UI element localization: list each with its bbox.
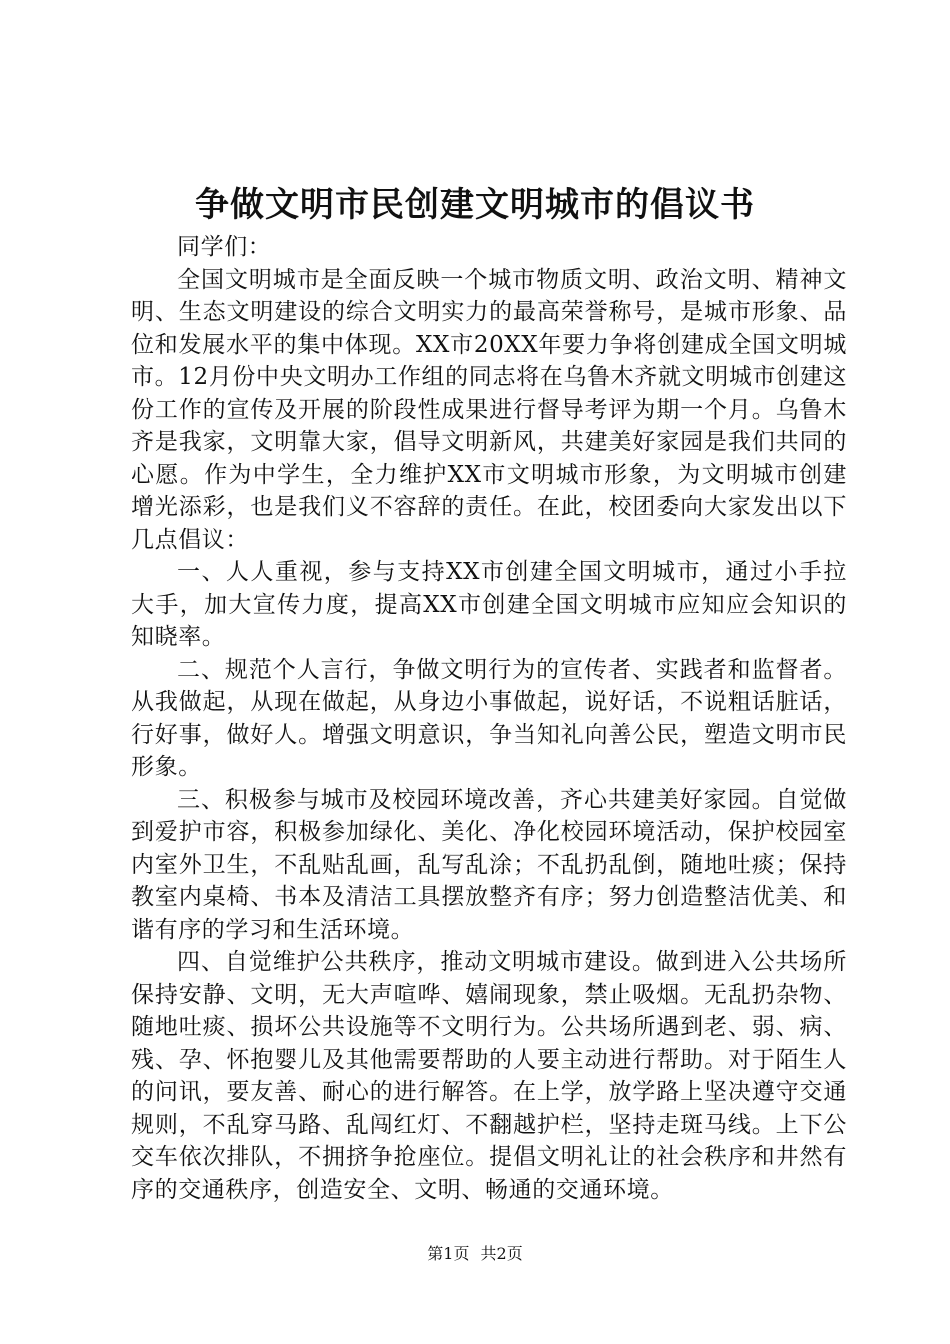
salutation: 同学们：	[177, 234, 272, 260]
proposal-two-paragraph: 二、规范个人言行，争做文明行为的宣传者、实践者和监督者。从我做起，从现在做起，从身边小事做起，说好话，不说粗话脏话，行好事，做好人。增强文明意识，争当知礼向善公民，塑造文明市民形象。	[131, 656, 847, 780]
proposal-three-paragraph: 三、积极参与城市及校园环境改善，齐心共建美好家园。自觉做到爱护市容，积极参加绿化、美化、净化校园环境活动，保护校园室内室外卫生，不乱贴乱画，乱写乱涂；不乱扔乱倒，随地吐痰；保持教室内桌椅、书本及清洁工具摆放整齐有序；努力创造整洁优美、和谐有序的学习和生活环境。	[131, 786, 847, 943]
document-body	[131, 231, 847, 1206]
proposal-four-paragraph: 四、自觉维护公共秩序，推动文明城市建设。做到进入公共场所保持安静、文明，无大声喧哗、嬉闹现象，禁止吸烟。无乱扔杂物、随地吐痰、损坏公共设施等不文明行为。公共场所遇到老、弱、病、残、孕、怀抱婴儿及其他需要帮助的人要主动进行帮助。对于陌生人的问讯，要友善、耐心的进行解答。在上学，放学路上坚决遵守交通规则，不乱穿马路、乱闯红灯、不翻越护栏，坚持走斑马线。上下公交车依次排队，不拥挤争抢座位。提倡文明礼让的社会秩序和井然有序的交通秩序，创造安全、文明、畅通的交通环境。	[131, 949, 847, 1203]
page-footer	[0, 1243, 950, 1265]
page-total: 共2页	[480, 1244, 523, 1263]
page-number: 第1页	[427, 1244, 470, 1263]
proposal-one-paragraph: 一、人人重视，参与支持XX市创建全国文明城市，通过小手拉大手，加大宣传力度，提高XX市创建全国文明城市应知应会知识的知晓率。	[131, 559, 847, 650]
intro-paragraph: 全国文明城市是全面反映一个城市物质文明、政治文明、精神文明、生态文明建设的综合文明实力的最高荣誉称号，是城市形象、品位和发展水平的集中体现。XX市20XX年要力争将创建成全国文明城市。12月份中央文明办工作组的同志将在乌鲁木齐就文明城市创建这份工作的宣传及开展的阶段性成果进行督导考评为期一个月。乌鲁木齐是我家，文明靠大家，倡导文明新风，共建美好家园是我们共同的心愿。作为中学生，全力维护XX市文明城市形象，为文明城市创建增光添彩，也是我们义不容辞的责任。在此，校团委向大家发出以下几点倡议：	[131, 266, 847, 553]
document-title: 争做文明市民创建文明城市的倡议书	[195, 185, 755, 225]
